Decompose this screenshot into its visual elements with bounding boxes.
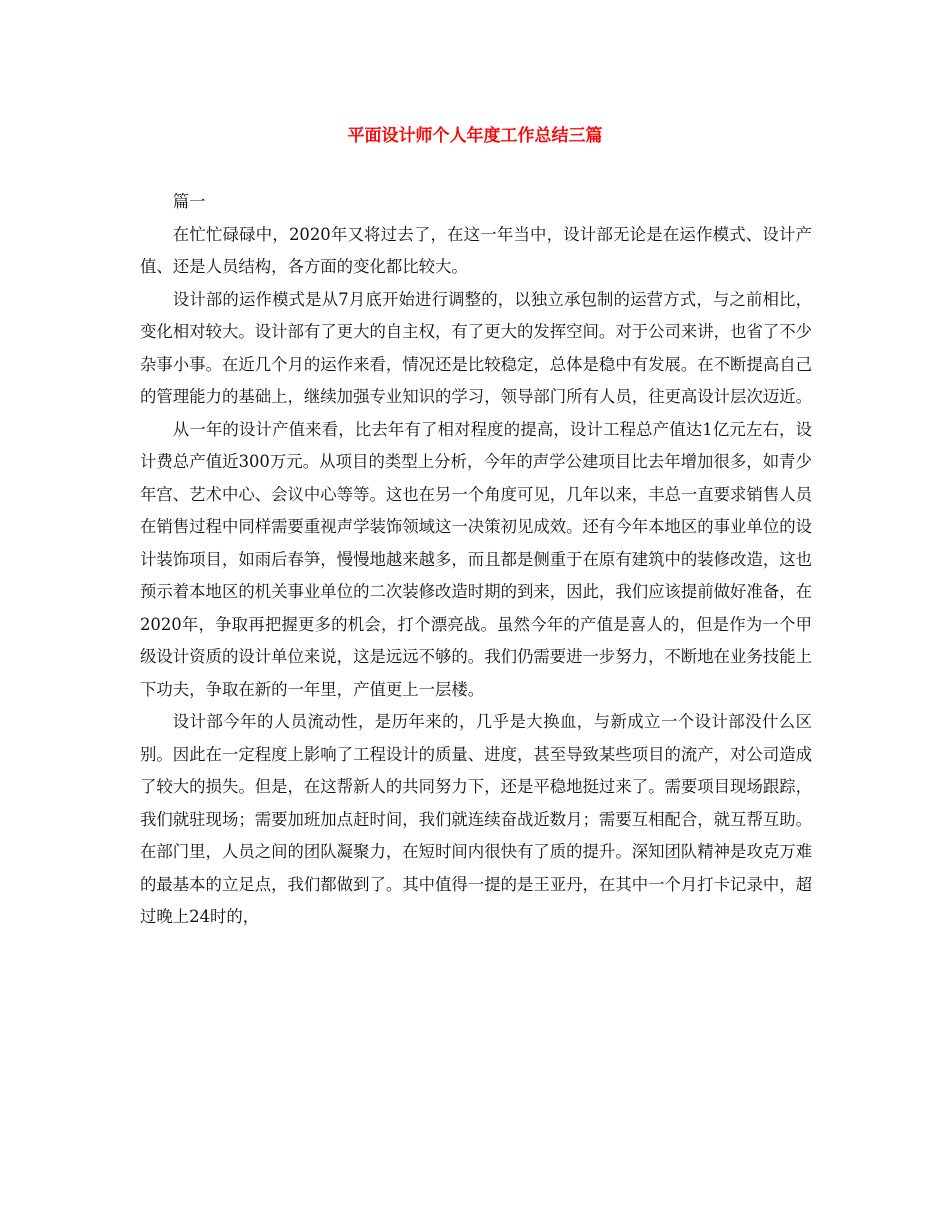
section-heading: 篇一 [172, 192, 206, 211]
document-body [140, 186, 812, 934]
paragraph: 设计部今年的人员流动性，是历年来的，几乎是大换血，与新成立一个设计部没什么区别。因此在一定程度上影响了工程设计的质量、进度，甚至导致某些项目的流产，对公司造成了较大的损失。但是，在这帮新人的共同努力下，还是平稳地挺过来了。需要项目现场跟踪，我们就驻现场；需要加班加点赶时间，我们就连续奋战近数月；需要互相配合，就互帮互助。在部门里，人员之间的团队凝聚力，在短时间内很快有了质的提升。深知团队精神是攻克万难的最基本的立足点，我们都做到了。其中值得一提的是王亚丹，在其中一个月打卡记录中，超过晚上24时的， [140, 712, 813, 926]
paragraph: 设计部的运作模式是从7月底开始进行调整的，以独立承包制的运营方式，与之前相比，变化相对较大。设计部有了更大的自主权，有了更大的发挥空间。对于公司来讲，也省了不少杂事小事。在近几个月的运作来看，情况还是比较稳定，总体是稳中有发展。在不断提高自己的管理能力的基础上，继续加强专业知识的学习，领导部门所有人员，往更高设计层次迈近。 [140, 289, 813, 406]
paragraph: 从一年的设计产值来看，比去年有了相对程度的提高，设计工程总产值达1亿元左右，设计费总产值近300万元。从项目的类型上分析，今年的声学公建项目比去年增加很多，如青少年宫、艺术中心、会议中心等等。这也在另一个角度可见，几年以来，丰总一直要求销售人员在销售过程中同样需要重视声学装饰领域这一决策初见成效。还有今年本地区的事业单位的设计装饰项目，如雨后春笋，慢慢地越来越多，而且都是侧重于在原有建筑中的装修改造，这也预示着本地区的机关事业单位的二次装修改造时期的到来，因此，我们应该提前做好准备，在2020年，争取再把握更多的机会，打个漂亮战。虽然今年的产值是喜人的，但是作为一个甲级设计资质的设计单位来说，这是远远不够的。我们仍需要进一步努力，不断地在业务技能上下功夫，争取在新的一年里，产值更上一层楼。 [140, 419, 813, 699]
document-title: 平面设计师个人年度工作总结三篇 [347, 126, 603, 146]
paragraph: 在忙忙碌碌中，2020年又将过去了，在这一年当中，设计部无论是在运作模式、设计产值、还是人员结构，各方面的变化都比较大。 [140, 224, 812, 276]
